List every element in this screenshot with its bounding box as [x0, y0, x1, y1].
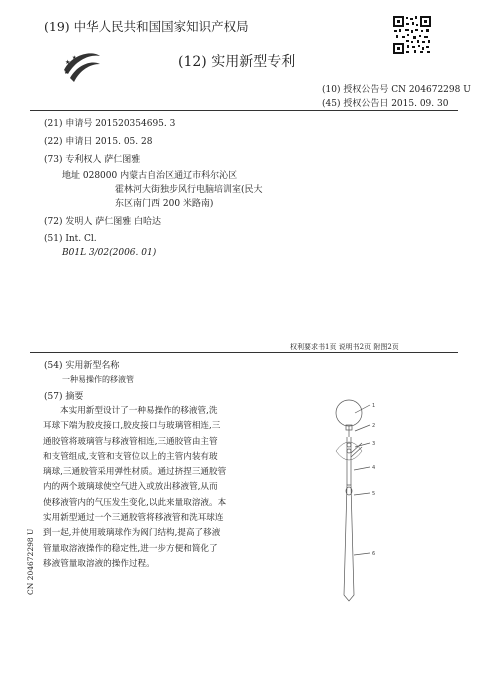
- figure-label: 1: [372, 403, 376, 409]
- office-name: (19) 中华人民共和国国家知识产权局: [44, 19, 249, 34]
- ipc-label: (51) Int. Cl.: [44, 234, 97, 244]
- abstract-line: 耳球下端为胶皮接口,胶皮接口与玻璃管相连,三: [43, 421, 221, 432]
- header-divider: [30, 110, 458, 111]
- utility-model-title: 一种易操作的移液管: [62, 375, 134, 384]
- abstract-line: 管量取溶液操作的稳定性,进一步方便和简化了: [43, 543, 218, 554]
- figure-label: 5: [372, 491, 376, 497]
- abstract-label: (57) 摘要: [44, 392, 84, 402]
- side-publication-code: CN 204672298 U: [26, 528, 35, 595]
- abstract-line: 使移液管内的气压发生变化,以此来量取溶液。本: [43, 497, 227, 508]
- publication-date: (45) 授权公告日 2015. 09. 30: [322, 99, 449, 109]
- application-number: (21) 申请号 201520354695. 3: [44, 119, 176, 129]
- abstract-line: 到一起,并使用玻璃球作为阀门结构,提高了移液: [43, 528, 221, 539]
- address-line-1: 地址 028000 内蒙古自治区通辽市科尔沁区: [62, 171, 238, 181]
- abstract-line: 移液管量取溶液的操作过程。: [43, 558, 155, 569]
- figure-label: 2: [372, 423, 376, 429]
- ipc-code: B01L 3/02(2006. 01): [62, 248, 157, 258]
- abstract-line: 璃球,三通胶管采用弹性材质。通过挤捏三通胶管: [43, 467, 227, 478]
- abstract-text: [43, 404, 269, 572]
- address-line-2: 霍林河大街独步风行电脑培训室(民大: [115, 185, 263, 195]
- application-date: (22) 申请日 2015. 05. 28: [44, 137, 153, 147]
- sipo-emblem-logo: [62, 50, 102, 86]
- svg-text:★: ★: [65, 59, 71, 66]
- patentee: (73) 专利权人 萨仁图雅: [44, 155, 141, 165]
- figure-label: 3: [372, 441, 376, 447]
- figure-label: 6: [372, 551, 376, 557]
- abstract-line: 内的两个玻璃球使空气进入或放出移液管,从而: [43, 482, 218, 493]
- abstract-line: 通胶管将玻璃管与移液管相连,三通胶管由主管: [43, 436, 218, 447]
- title-label: (54) 实用新型名称: [44, 361, 120, 371]
- rubber-bulb: [336, 400, 362, 426]
- abstract-line: 实用新型通过一个三通胶管将移液管和洗耳球连: [43, 513, 224, 524]
- figure-label: 4: [372, 465, 376, 471]
- svg-text:★: ★: [72, 55, 77, 61]
- abstract-line: 本实用新型设计了一种易操作的移液管,洗: [60, 406, 218, 416]
- pipette-drawing: [300, 395, 410, 610]
- document-type: (12) 实用新型专利: [178, 54, 296, 70]
- svg-text:★: ★: [64, 70, 69, 76]
- qr-code: [392, 15, 432, 55]
- mid-divider: [30, 352, 458, 353]
- publication-number: (10) 授权公告号 CN 204672298 U: [322, 85, 471, 95]
- address-line-3: 东区南门西 200 米路南): [115, 199, 214, 209]
- inventors: (72) 发明人 萨仁图雅 白哈达: [44, 217, 162, 227]
- pages-info: 权利要求书1页 说明书2页 附图2页: [290, 343, 399, 351]
- abstract-line: 和支管组成,支管和支管位以上的主管内装有玻: [43, 451, 218, 462]
